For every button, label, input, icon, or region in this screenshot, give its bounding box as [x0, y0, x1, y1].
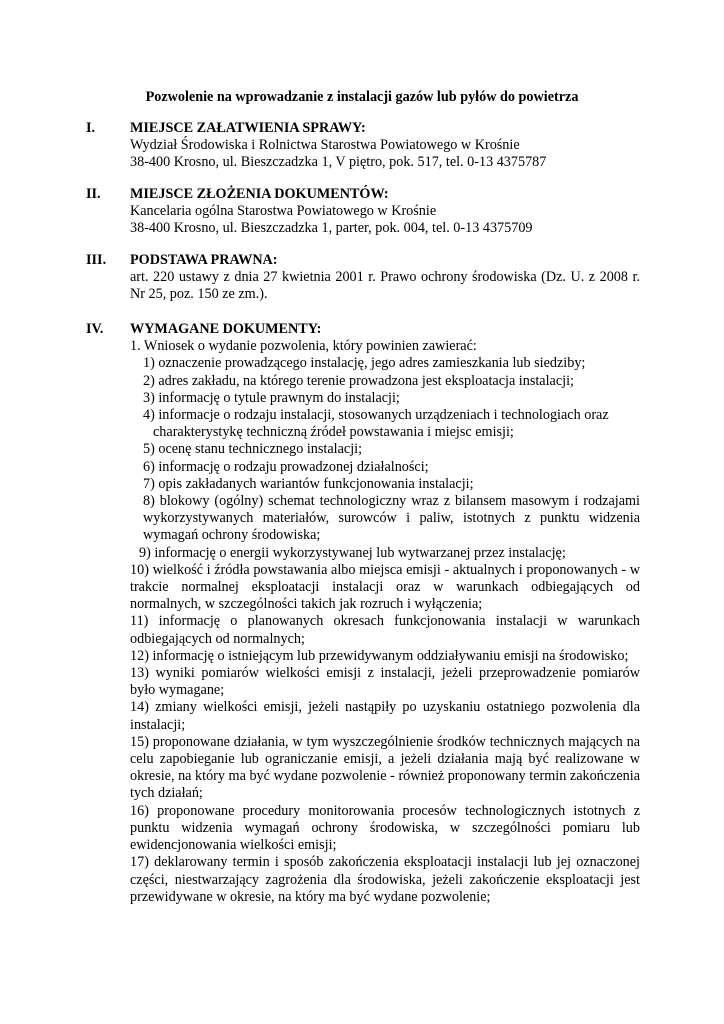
- list-item: 12) informację o istniejącym lub przewidywanym oddziaływaniu emisji na środowisko;: [130, 647, 629, 664]
- list-item: 17) deklarowany termin i sposób zakończenia eksploatacji instalacji lub jej oznaczonej części, niestwarzający zagrożenia dla środowiska, jeżeli zakończenie eksploatacji jest przewidywane w okresie, na który ma być wydane pozwolenie;: [130, 854, 640, 905]
- section-heading: PODSTAWA PRAWNA:: [130, 252, 278, 268]
- section-line: 38-400 Krosno, ul. Bieszczadzka 1, parter, pok. 004, tel. 0-13 4375709: [130, 220, 533, 237]
- list-item: 4) informacje o rodzaju instalacji, stosowanych urządzeniach i technologiach oraz: [143, 407, 609, 424]
- list-item: 1) oznaczenie prowadzącego instalację, jego adres zamieszkania lub siedziby;: [143, 355, 586, 372]
- list-item: 7) opis zakładanych wariantów funkcjonowania instalacji;: [143, 475, 474, 492]
- list-item: 9) informację o energii wykorzystywanej lub wytwarzanej przez instalację;: [139, 544, 566, 561]
- section-number: II.: [86, 186, 101, 202]
- requirements-intro: 1. Wniosek o wydanie pozwolenia, który powinien zawierać:: [130, 338, 477, 355]
- document-title: Pozwolenie na wprowadzanie z instalacji gazów lub pyłów do powietrza: [145, 89, 579, 105]
- section-line: 38-400 Krosno, ul. Bieszczadzka 1, V piętro, pok. 517, tel. 0-13 4375787: [130, 154, 547, 171]
- list-item: 15) proponowane działania, w tym wyszczególnienie środków technicznych mających na celu zapobieganie lub ograniczanie emisji, a jeżeli działania mają być realizowane w okresie, na który ma być wydane pozwolenie - również proponowany termin zakończenia tych działań;: [130, 733, 640, 802]
- list-item: 10) wielkość i źródła powstawania albo miejsca emisji - aktualnych i proponowanych - w trakcie normalnej eksploatacji instalacji oraz w warunkach odbiegających od normalnych, w szczególności takich jak rozruch i wyłączenia;: [130, 561, 640, 613]
- section-number: IV.: [86, 321, 104, 337]
- list-item: 2) adres zakładu, na którego terenie prowadzona jest eksploatacja instalacji;: [143, 372, 574, 389]
- list-item: 14) zmiany wielkości emisji, jeżeli nastąpiły po uzyskaniu ostatniego pozwolenia dla instalacji;: [130, 699, 640, 733]
- list-item: 6) informację o rodzaju prowadzonej działalności;: [143, 458, 429, 475]
- list-item: 11) informację o planowanych okresach funkcjonowania instalacji w warunkach odbiegających od normalnych;: [130, 613, 640, 647]
- list-item: 3) informację o tytule prawnym do instalacji;: [143, 389, 400, 406]
- section-heading: MIEJSCE ZAŁATWIENIA SPRAWY:: [130, 120, 366, 136]
- section-line: art. 220 ustawy z dnia 27 kwietnia 2001 r. Prawo ochrony środowiska (Dz. U. z 2008 r. Nr 25, poz. 150 ze zm.).: [130, 269, 640, 303]
- list-item: 8) blokowy (ogólny) schemat technologiczny wraz z bilansem masowym i rodzajami wykorzystywanych materiałów, surowców i paliw, istotnych z punktu widzenia wymagań ochrony środowiska;: [143, 493, 640, 544]
- section-number: I.: [86, 120, 96, 136]
- section-line: Wydział Środowiska i Rolnictwa Starostwa Powiatowego w Krośnie: [130, 137, 520, 154]
- section-heading: MIEJSCE ZŁOŻENIA DOKUMENTÓW:: [130, 186, 389, 202]
- section-number: III.: [86, 252, 107, 268]
- list-item: 5) ocenę stanu technicznego instalacji;: [143, 441, 363, 458]
- section-heading: WYMAGANE DOKUMENTY:: [130, 321, 322, 337]
- list-item: 16) proponowane procedury monitorowania procesów technologicznych istotnych z punktu widzenia wymagań ochrony środowiska, w szczególności pomiaru lub ewidencjonowania wielkości emisji;: [130, 802, 640, 854]
- list-item-continuation: charakterystykę techniczną źródeł powstawania i miejsc emisji;: [153, 424, 514, 441]
- list-item: 13) wyniki pomiarów wielkości emisji z instalacji, jeżeli przeprowadzenie pomiarów było wymagane;: [130, 665, 640, 699]
- section-line: Kancelaria ogólna Starostwa Powiatowego w Krośnie: [130, 203, 437, 220]
